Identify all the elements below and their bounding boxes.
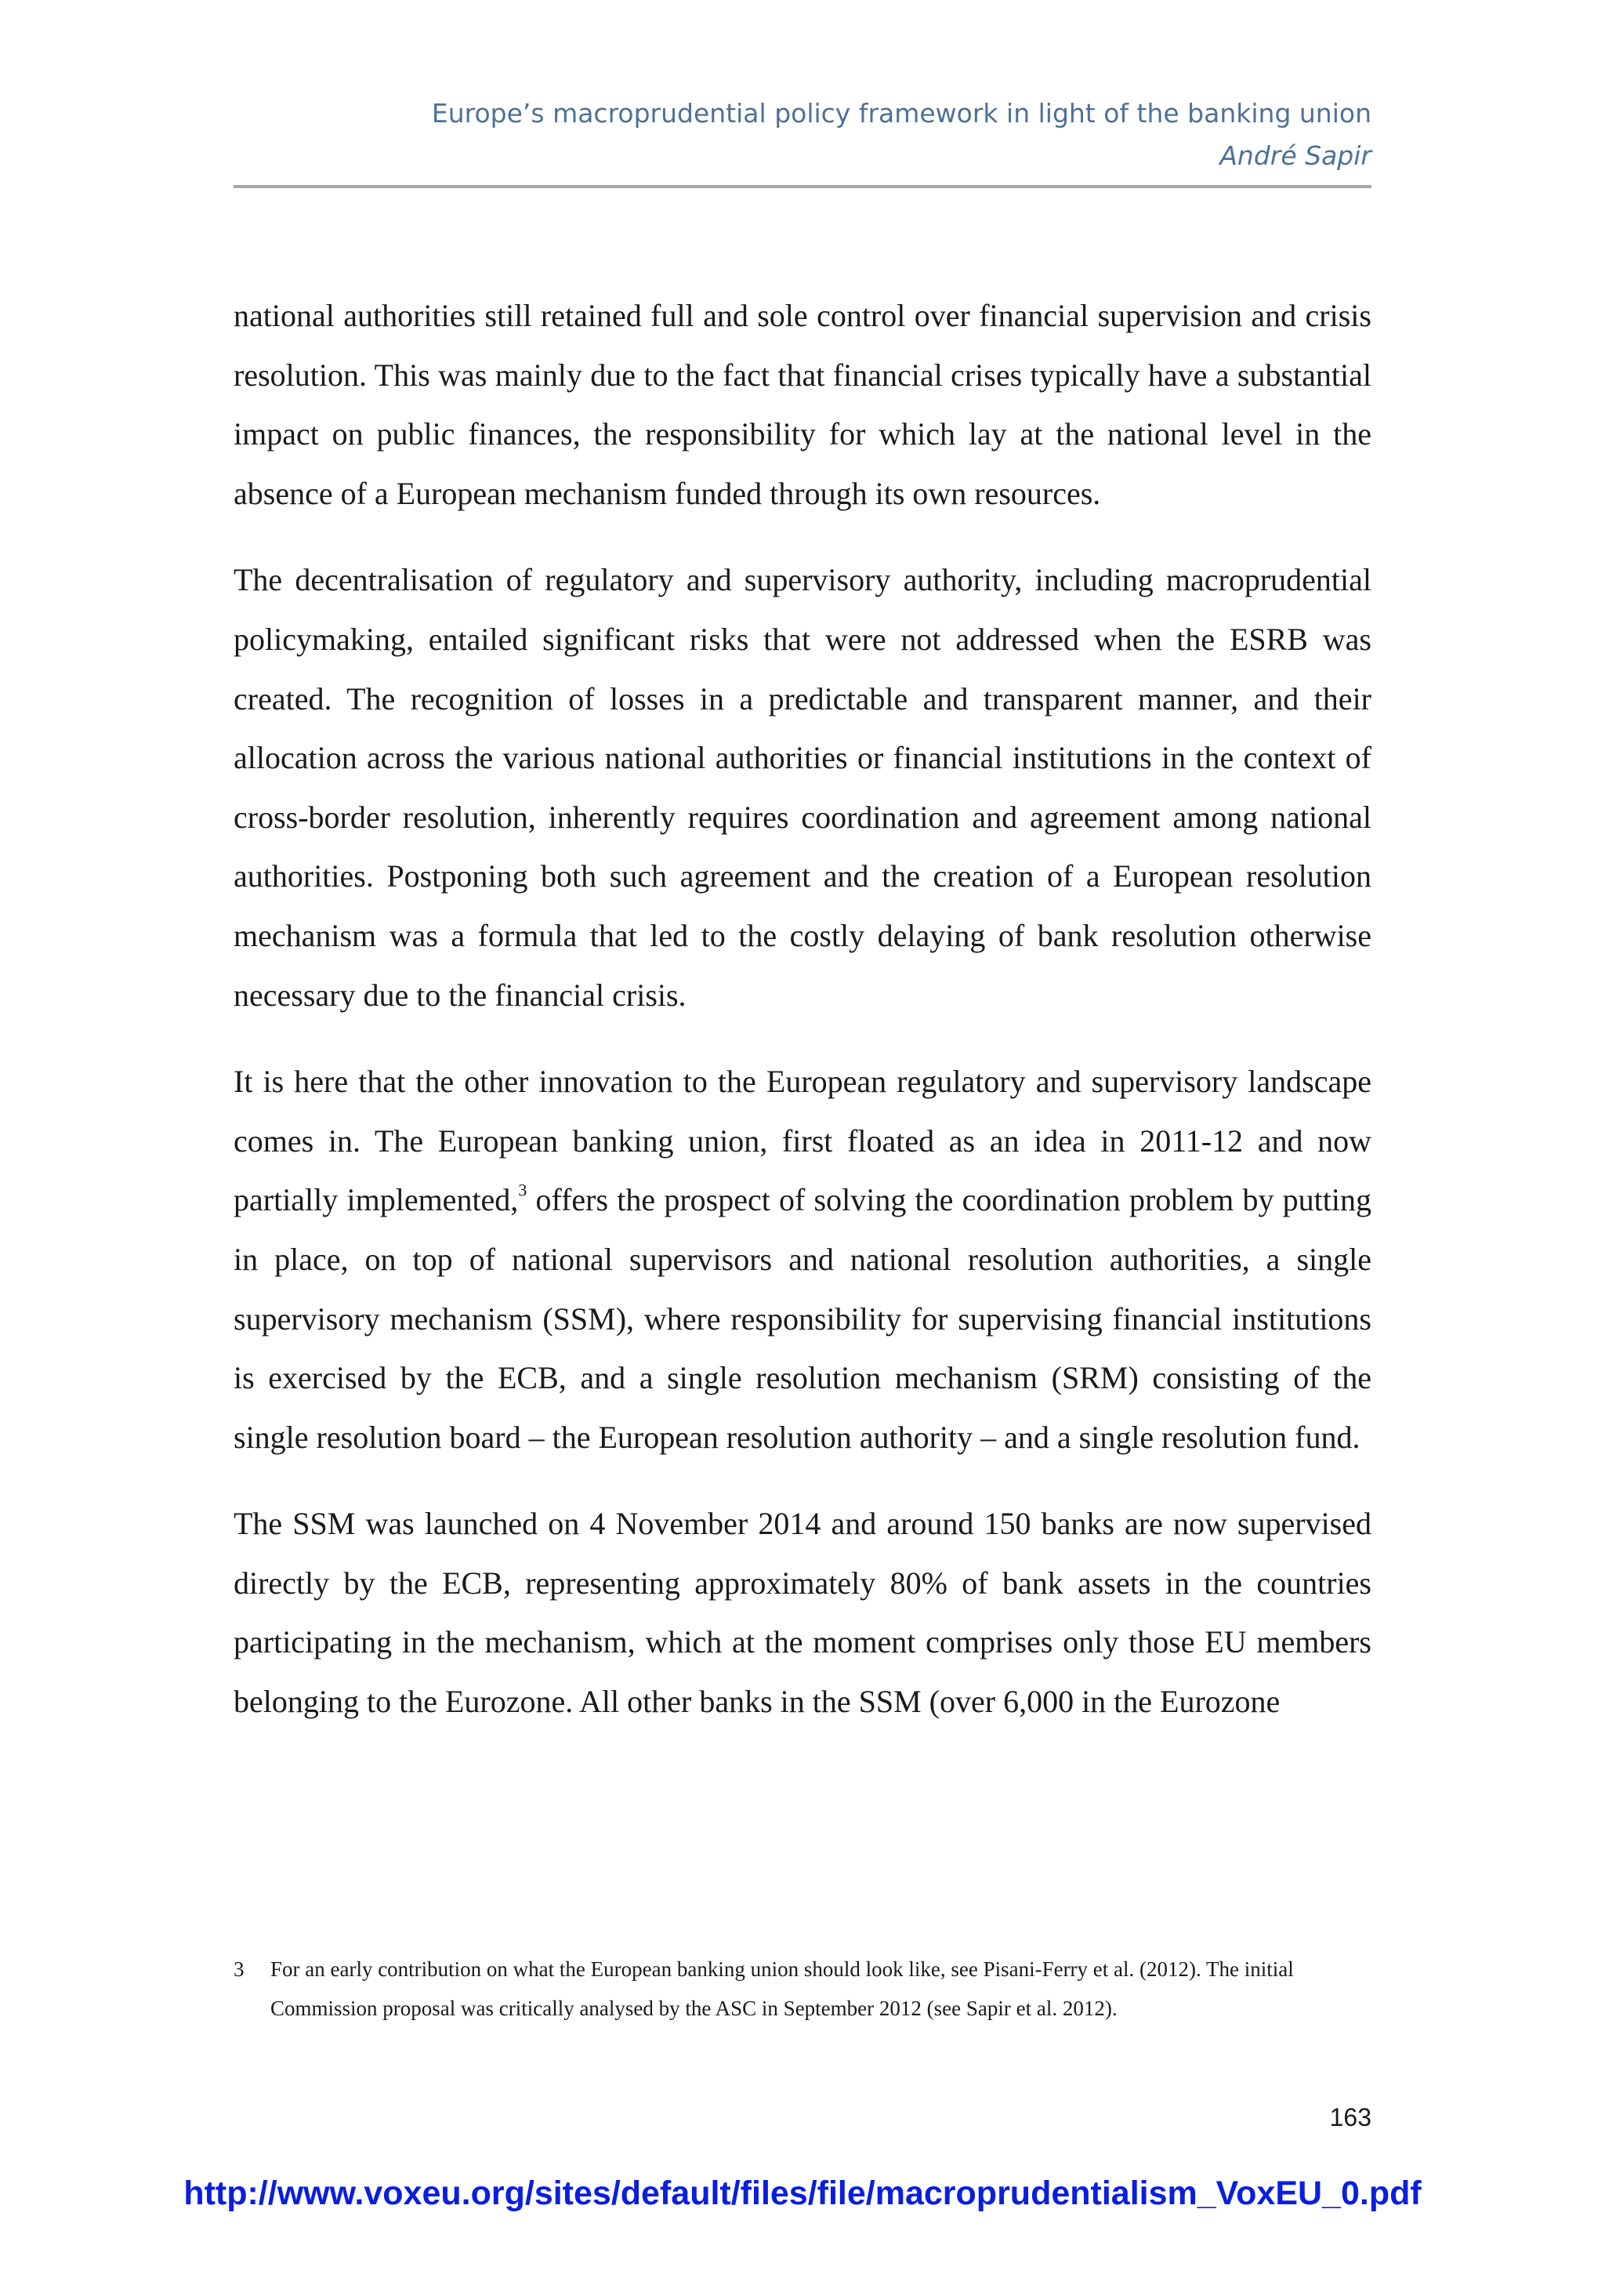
paragraph-3-text-a: It is here that the other innovation to the European regulatory and supervisory landscape comes in. The European banking union, first floated as an idea in 2011-12 and now partially implemented,	[234, 1064, 1371, 1218]
running-header	[234, 92, 1371, 177]
source-url-link[interactable]: http://www.voxeu.org/sites/default/files/file/macroprudentialism_VoxEU_0.pdf	[183, 2174, 1422, 2212]
paragraph-3-text-b: offers the prospect of solving the coordination problem by putting in place, on top of national supervisors and national resolution authorities, a single supervisory mechanism (SSM), where responsibility for supervising financial institutions is exercised by the ECB, and a single resolution mechanism (SRM) consisting of the single resolution board – the European resolution authority – and a single resolution fund.	[234, 1182, 1371, 1455]
paragraph-3	[234, 1052, 1371, 1467]
paragraph-4: The SSM was launched on 4 November 2014 and around 150 banks are now supervised directly by the ECB, representing approximately 80% of bank assets in the countries participating in the mechanism, which at the moment comprises only those EU members belonging to the Eurozone. All other banks in the SSM (over 6,000 in the Eurozone	[234, 1506, 1371, 1720]
footnote-number: 3	[234, 1957, 245, 1981]
page-number: 163	[1329, 2103, 1371, 2131]
header-rule	[234, 185, 1371, 188]
body-text	[234, 286, 1371, 1759]
header-title: Europe’s macroprudential policy framework in light of the banking union	[431, 98, 1371, 129]
footnote-ref-3[interactable]: 3	[518, 1180, 527, 1200]
paragraph-2: The decentralisation of regulatory and supervisory authority, including macroprudential policymaking, entailed significant risks that were not addressed when the ESRB was created. The recognition of losses in a predictable and transparent manner, and their allocation across the various national authorities or financial institutions in the context of cross-border resolution, inherently requires coordination and agreement among national authorities. Postponing both such agreement and the creation of a European resolution mechanism was a formula that led to the costly delaying of bank resolution otherwise necessary due to the financial crisis.	[234, 562, 1371, 1013]
paragraph-1: national authorities still retained full and sole control over financial supervision and crisis resolution. This was mainly due to the fact that financial crises typically have a substantial impact on public finances, the responsibility for which lay at the national level in the absence of a European mechanism funded through its own resources.	[234, 298, 1371, 511]
footnote-text: For an early contribution on what the European banking union should look like, see Pisani-Ferry et al. (2012). The initial Commission proposal was critically analysed by the ASC in September 2012 (see Sapir et al. 2012).	[270, 1957, 1294, 2020]
footnotes	[234, 1950, 1371, 2028]
footnote-3	[234, 1950, 1371, 2028]
header-author: André Sapir	[1219, 140, 1371, 171]
